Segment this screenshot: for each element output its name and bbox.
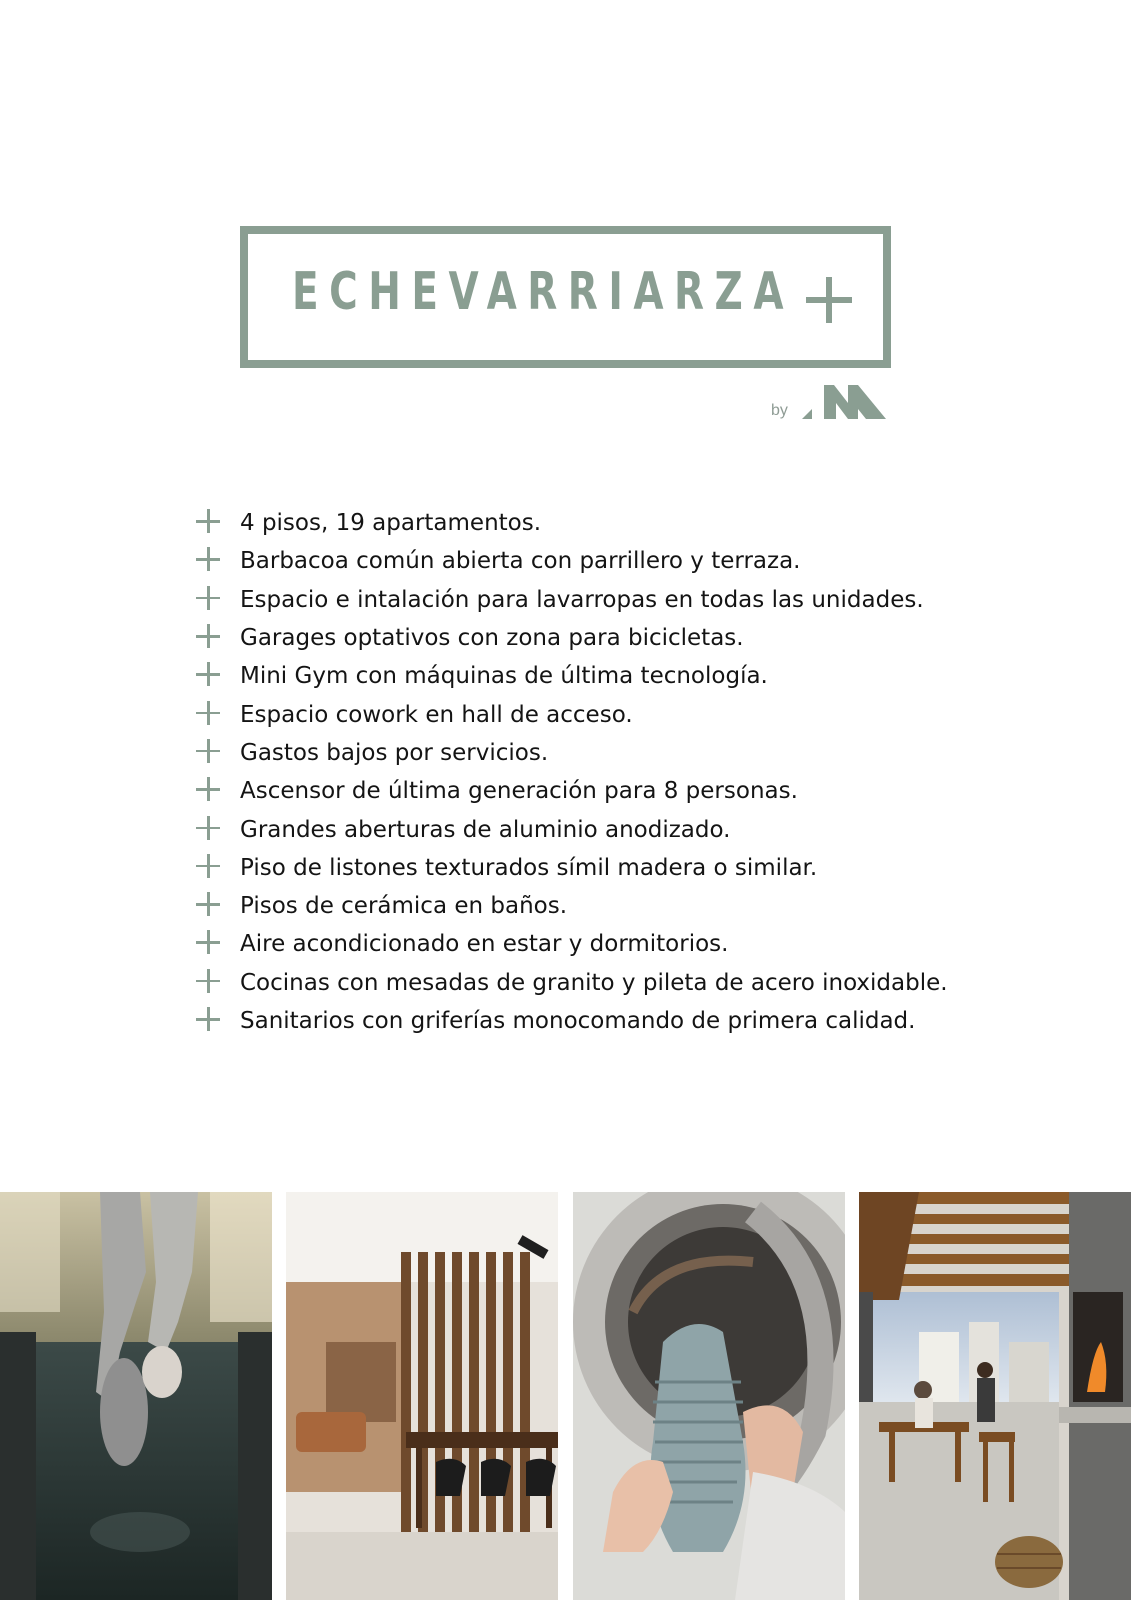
list-item xyxy=(196,695,996,733)
list-item xyxy=(196,619,996,657)
brand-logo-name: ECHEVARRIARZA xyxy=(292,262,795,322)
feature-text: Mini Gym con máquinas de última tecnología. xyxy=(240,663,768,690)
feature-text: 4 pisos, 19 apartamentos. xyxy=(240,510,542,537)
plus-icon xyxy=(196,930,220,954)
feature-text: Cocinas con mesadas de granito y pileta de acero inoxidable. xyxy=(240,969,948,996)
plus-icon xyxy=(196,547,220,571)
photo-laundry-washer xyxy=(573,1192,845,1600)
by-label: by xyxy=(771,402,788,419)
plus-icon xyxy=(196,892,220,916)
list-item xyxy=(196,734,996,772)
feature-text: Ascensor de última generación para 8 personas. xyxy=(240,778,798,805)
feature-text: Aire acondicionado en estar y dormitorios. xyxy=(240,931,729,958)
photo-gym-treadmill xyxy=(0,1192,272,1600)
plus-icon xyxy=(196,816,220,840)
feature-text: Garages optativos con zona para bicicletas. xyxy=(240,625,744,652)
plus-icon xyxy=(196,969,220,993)
list-item xyxy=(196,581,996,619)
feature-text: Espacio cowork en hall de acceso. xyxy=(240,701,633,728)
list-item xyxy=(196,542,996,580)
list-item xyxy=(196,887,996,925)
list-item xyxy=(196,1002,996,1040)
list-item xyxy=(196,849,996,887)
feature-list xyxy=(196,504,996,1040)
plus-icon xyxy=(196,739,220,763)
plus-icon xyxy=(196,854,220,878)
developer-logo-icon xyxy=(800,383,888,419)
plus-icon xyxy=(196,701,220,725)
feature-text: Piso de listones texturados símil madera o similar. xyxy=(240,854,818,881)
feature-text: Barbacoa común abierta con parrillero y terraza. xyxy=(240,548,801,575)
photo-barbecue-terrace xyxy=(859,1192,1131,1600)
photo-cowork-hall xyxy=(286,1192,558,1600)
plus-icon xyxy=(196,662,220,686)
feature-text: Pisos de cerámica en baños. xyxy=(240,893,568,920)
list-item xyxy=(196,810,996,848)
plus-icon xyxy=(196,509,220,533)
feature-text: Sanitarios con griferías monocomando de primera calidad. xyxy=(240,1008,916,1034)
list-item xyxy=(196,925,996,963)
list-item xyxy=(196,772,996,810)
feature-text: Espacio e intalación para lavarropas en todas las unidades. xyxy=(240,586,924,613)
list-item xyxy=(196,504,996,542)
plus-icon xyxy=(196,777,220,801)
list-item xyxy=(196,964,996,1002)
brand-plus-icon xyxy=(806,277,852,323)
plus-icon xyxy=(196,624,220,648)
plus-icon xyxy=(196,1007,220,1031)
feature-text: Gastos bajos por servicios. xyxy=(240,739,549,766)
list-item xyxy=(196,657,996,695)
plus-icon xyxy=(196,586,220,610)
feature-text: Grandes aberturas de aluminio anodizado. xyxy=(240,816,731,843)
